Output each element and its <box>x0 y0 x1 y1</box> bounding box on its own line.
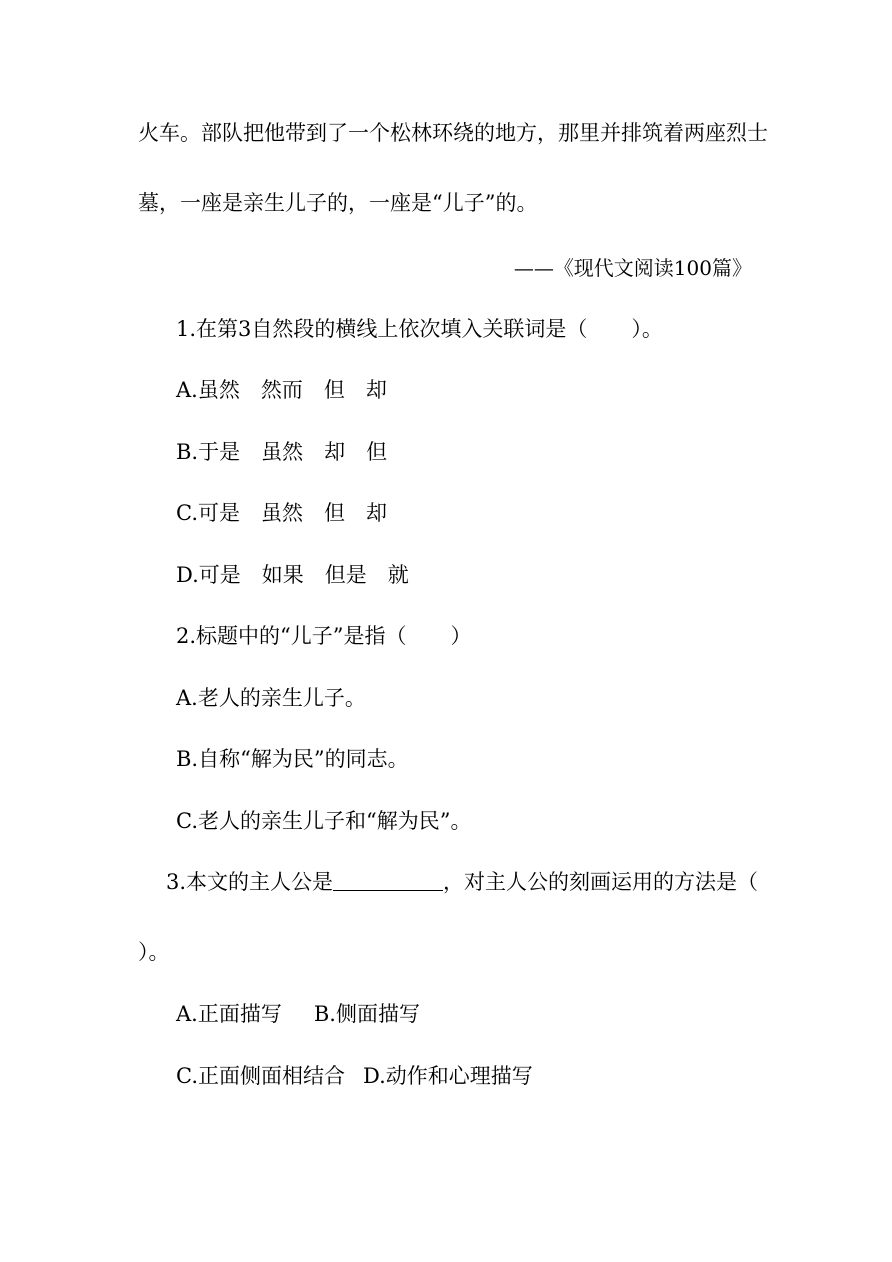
question-2-stem <box>176 621 472 651</box>
question-1-option-d <box>176 560 409 590</box>
option-label: C. <box>176 501 198 525</box>
question-3-options-row-2 <box>176 1061 533 1091</box>
option-word: 虽然 <box>261 440 304 464</box>
option-word: 却 <box>366 501 387 525</box>
question-2-stem-text: 2.标题中的“儿子”是指（ <box>176 624 407 648</box>
option-word: 但 <box>366 440 388 464</box>
question-3-stem-mid: ，对主人公的刻画运用的方法是（ <box>443 870 759 894</box>
question-3-options-row-1 <box>176 999 420 1029</box>
option-word: 就 <box>387 563 409 587</box>
option-word: 如果 <box>261 563 304 587</box>
option-word: 可是 <box>198 563 241 587</box>
question-1-option-c <box>176 498 387 528</box>
option-word: 但是 <box>324 563 367 587</box>
passage-line-1: 火车。部队把他带到了一个松林环绕的地方，那里并排筑着两座烈士 <box>138 121 768 145</box>
question-2-option-b: B.自称“解为民”的同志。 <box>176 747 409 771</box>
option-word: 但 <box>323 378 345 402</box>
question-2-stem-end: ） <box>450 624 472 648</box>
question-2-option-c: C.老人的亲生儿子和“解为民”。 <box>176 809 472 833</box>
option-a: A.正面描写 <box>176 1002 282 1026</box>
option-b: B.侧面描写 <box>313 1002 420 1026</box>
question-1-stem-end: ）。 <box>631 317 663 341</box>
source-citation: ——《现代文阅读100篇》 <box>513 256 752 280</box>
option-c: C.正面侧面相结合 <box>176 1064 345 1088</box>
question-1-option-a <box>176 375 387 405</box>
passage-line-2: 墓，一座是亲生儿子的，一座是“儿子”的。 <box>138 191 538 215</box>
option-word: 虽然 <box>197 378 240 402</box>
option-word: 但 <box>324 501 345 525</box>
question-1-stem-text: 1.在第3自然段的横线上依次填入关联词是（ <box>176 317 588 341</box>
option-label: A. <box>176 378 198 402</box>
option-word: 却 <box>324 440 346 464</box>
option-label: D. <box>176 563 199 587</box>
option-word: 然而 <box>260 378 303 402</box>
question-2-option-a: A.老人的亲生儿子。 <box>176 686 366 710</box>
option-word: 虽然 <box>261 501 303 525</box>
question-1-stem <box>176 314 663 344</box>
question-3-stem <box>166 867 758 897</box>
fill-in-blank[interactable] <box>333 868 443 891</box>
option-word: 可是 <box>198 501 240 525</box>
option-label: B. <box>176 440 199 464</box>
option-d: D.动作和心理描写 <box>363 1064 533 1088</box>
option-word: 于是 <box>198 440 241 464</box>
question-1-option-b <box>176 437 387 467</box>
question-3-stem-text: 3.本文的主人公是 <box>166 870 334 894</box>
question-3-stem-continued: ）。 <box>138 940 170 964</box>
option-word: 却 <box>365 378 387 402</box>
